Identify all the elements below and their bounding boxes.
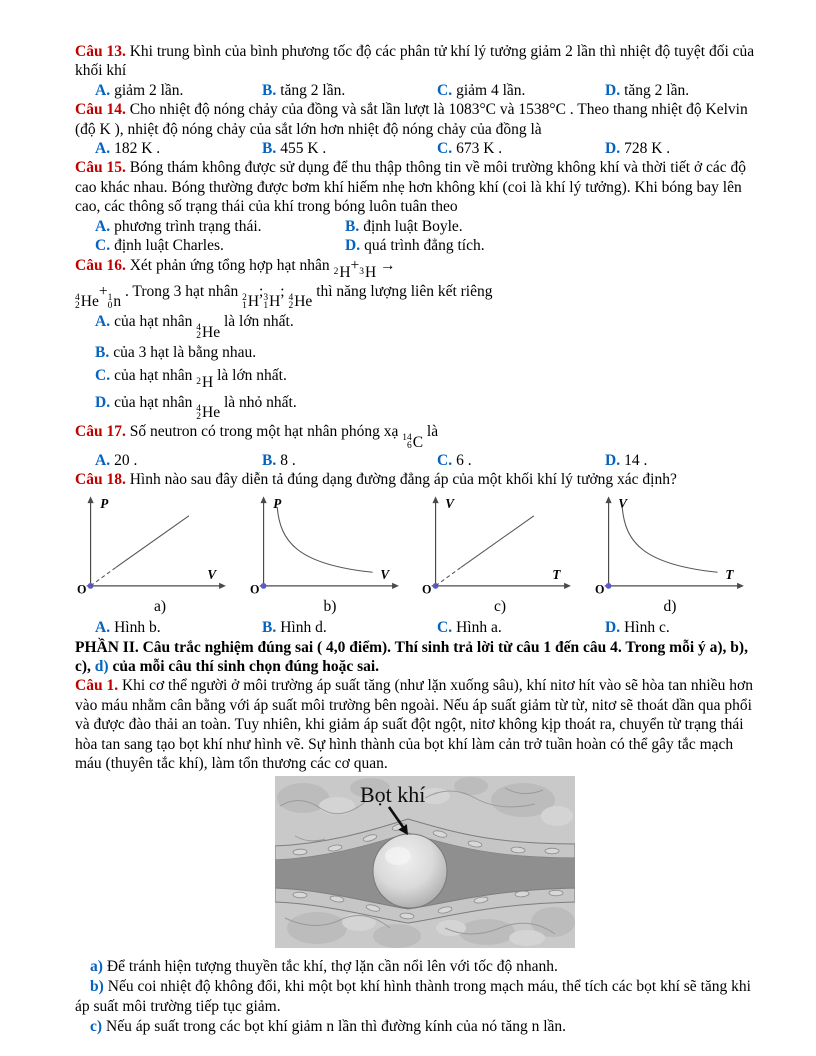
question-16-options [75, 310, 758, 421]
x-axis-label: T [724, 566, 733, 582]
graph-c-line-vt [420, 493, 586, 597]
air-bubble [373, 834, 447, 908]
question-1-part2 [75, 676, 758, 1036]
question-18-text: Hình nào sau đây diễn tả đúng dạng đường đẳng áp của một khối khí lý tưởng xác định? [129, 471, 677, 489]
subitem-a: a) Để tránh hiện tượng thuyền tắc khí, thợ lặn cần nổi lên với tốc độ nhanh. [90, 958, 558, 976]
question-18-label: Câu 18. [75, 471, 126, 489]
nuclide-h2: 2 H [196, 373, 214, 391]
question-17-options [75, 451, 758, 470]
caption-d: d) [663, 597, 677, 615]
caption-c: c) [493, 597, 507, 615]
option-c: C. Hình a. [437, 619, 502, 637]
question-14 [75, 100, 758, 158]
option-c: C. giảm 4 lần. [437, 81, 526, 99]
nuclide-he4: 4 2 He [288, 292, 313, 311]
question-14-text: Cho nhiệt độ nóng chảy của đồng và sắt lần lượt là 1083°C và 1538°C . Theo thang nhiệt độ Kelvin (độ K ), nhiệt độ nóng chảy của sắt lớn hơn nhiệt độ nóng chảy của đồng là [75, 101, 748, 138]
option-d: D. tăng 2 lần. [605, 81, 690, 99]
nuclide-h2-1: 2 1 H [242, 292, 260, 311]
origin-label: O [249, 582, 259, 597]
nuclide-h3: 3 H [359, 263, 377, 281]
option-b: B. Hình d. [262, 619, 327, 637]
origin-dot [260, 583, 266, 589]
question-15 [75, 158, 758, 255]
subitem-b: b) Nếu coi nhiệt độ không đổi, khi một bọt khí hình thành trong mạch máu, thể tích các bọt khí sẽ tăng khi áp suất môi trường tiếp tục giảm. [75, 978, 751, 1016]
question-16-stem: Câu 16. Xét phản ứng tổng hợp hạt nhân 2 H + 3 H → 4 2 He + 1 0 n . Trong 3 hạt nhân 2 1 H ; 3 1 H ; 4 2 He thì năng lượng liên kết riêng [75, 257, 493, 311]
graph-a-line-pv [75, 493, 241, 597]
nuclide-c14: 14 6 C [402, 433, 424, 452]
question-15-label: Câu 15. [75, 159, 126, 177]
question-17-stem: Câu 17. Số neutron có trong một hạt nhân phóng xạ 14 6 C là [75, 423, 439, 452]
option-c: C. 6 . [437, 451, 472, 469]
question-16 [75, 255, 758, 421]
option-a: A. Hình b. [95, 619, 161, 637]
option-b: B. 8 . [262, 451, 296, 469]
option-c: C. định luật Charles. [95, 237, 224, 255]
option-d: D. Hình c. [605, 619, 670, 637]
y-axis-label: V [445, 495, 455, 511]
question-17-label: Câu 17. [75, 423, 126, 441]
option-a: A. của hạt nhân 4 2 He là lớn nhất. [95, 313, 294, 342]
x-axis-label: V [379, 566, 389, 582]
question-13-label: Câu 13. [75, 43, 126, 60]
arrow-right: → [380, 257, 396, 275]
part2-d-label: d) [94, 658, 109, 675]
y-axis-label: P [272, 495, 281, 511]
question-14-options [75, 139, 758, 158]
question-15-text: Bóng thám không được sử dụng để thu thập thông tin về môi trường không khí và thời tiết ở các độ cao khác nhau. Bóng thường được bơm khí hiếm nhẹ hơn không khí (coi là khí lý tưởng). Khi bóng bay lên cao, các thông số trạng thái của khí trong bóng luôn tuân theo [75, 159, 747, 216]
nuclide-h3-1: 3 1 H [263, 292, 281, 311]
question-13-options [75, 81, 758, 100]
y-axis-label: V [617, 495, 627, 511]
option-a: A. giảm 2 lần. [95, 81, 184, 99]
origin-label: O [421, 582, 432, 597]
isobar-graphs [75, 493, 758, 597]
x-axis-label: V [207, 566, 217, 582]
option-a: A. phương trình trạng thái. [95, 217, 262, 235]
option-b: B. định luật Boyle. [345, 217, 463, 235]
question-18 [75, 470, 758, 637]
bubble-label: Bọt khí [360, 782, 426, 808]
caption-a: a) [153, 597, 167, 615]
option-a: A. 182 K . [95, 140, 161, 158]
question-1-text: Khi cơ thể người ở môi trường áp suất tăng (như lặn xuống sâu), khí nitơ hít vào sẽ hòa tan nhiều hơn vào máu nhằm cân bằng với áp suất môi trường bên ngoài. Nếu áp suất giảm từ từ, nitơ sẽ thoát dần qua phổi và được đào thải an toàn. Tuy nhiên, khi giảm áp suất đột ngột, nitơ không kịp thoát ra, chuyển từ trạng thái hòa tan sang tạo bọt khí như hình vẽ. Sự hình thành của bọt khí làm cản trở tuần hoàn có thể gây tắc mạch máu (thuyên tắc khí), làm tổn thương các cơ quan. [75, 677, 753, 773]
nuclide-he4: 4 2 He [196, 323, 221, 342]
option-b: B. 455 K . [262, 140, 327, 158]
nuclide-n: 1 0 n [107, 292, 122, 311]
caption-b: b) [323, 597, 337, 615]
exam-page [75, 42, 758, 1037]
graph-d-hyperbola-vt [593, 493, 759, 597]
option-d: D. 728 K . [605, 140, 671, 158]
question-18-options [75, 618, 758, 637]
option-a: A. 20 . [95, 451, 138, 469]
option-d: D. 14 . [605, 451, 648, 469]
x-axis-label: T [552, 566, 561, 582]
question-15-options [75, 217, 758, 256]
option-b: B. của 3 hạt là bằng nhau. [95, 343, 257, 361]
option-b: B. tăng 2 lần. [262, 81, 346, 99]
option-c: C. 673 K . [437, 140, 503, 158]
nuclide-he4: 4 2 He [196, 403, 221, 422]
question-17 [75, 421, 758, 470]
question-13 [75, 42, 758, 100]
option-d: D. của hạt nhân 4 2 He là nhỏ nhất. [95, 393, 297, 422]
nuclide-he4: 4 2 He [75, 292, 99, 311]
option-c: C. của hạt nhân 2 H là lớn nhất. [95, 367, 287, 391]
question-14-label: Câu 14. [75, 101, 126, 119]
nuclide-h2: 2 H [333, 263, 351, 281]
y-axis-label: P [100, 495, 109, 511]
origin-label: O [594, 582, 604, 597]
origin-label: O [76, 582, 87, 597]
origin-dot [605, 583, 611, 589]
bubble-highlight [385, 847, 411, 865]
graph-captions [75, 597, 758, 616]
question-16-label: Câu 16. [75, 257, 126, 275]
subitem-c: c) Nếu áp suất trong các bọt khí giảm n lần thì đường kính của nó tăng n lần. [90, 1017, 567, 1035]
graph-b-hyperbola-pv [248, 493, 414, 597]
option-d: D. quá trình đẳng tích. [345, 237, 485, 255]
part2-heading: PHẦN II. Câu trắc nghiệm đúng sai ( 4,0 điểm). Thí sinh trả lời từ câu 1 đến câu 4. Trong mỗi ý a), b), c), d) của mỗi câu thí sinh chọn đúng hoặc sai. [75, 638, 748, 675]
blood-vessel-figure [275, 776, 575, 948]
question-13-text: Khi trung bình của bình phương tốc độ các phân tử khí lý tưởng giảm 2 lần thì nhiệt độ tuyệt đối của khối khí [75, 43, 755, 80]
question-1-label: Câu 1. [75, 677, 119, 695]
